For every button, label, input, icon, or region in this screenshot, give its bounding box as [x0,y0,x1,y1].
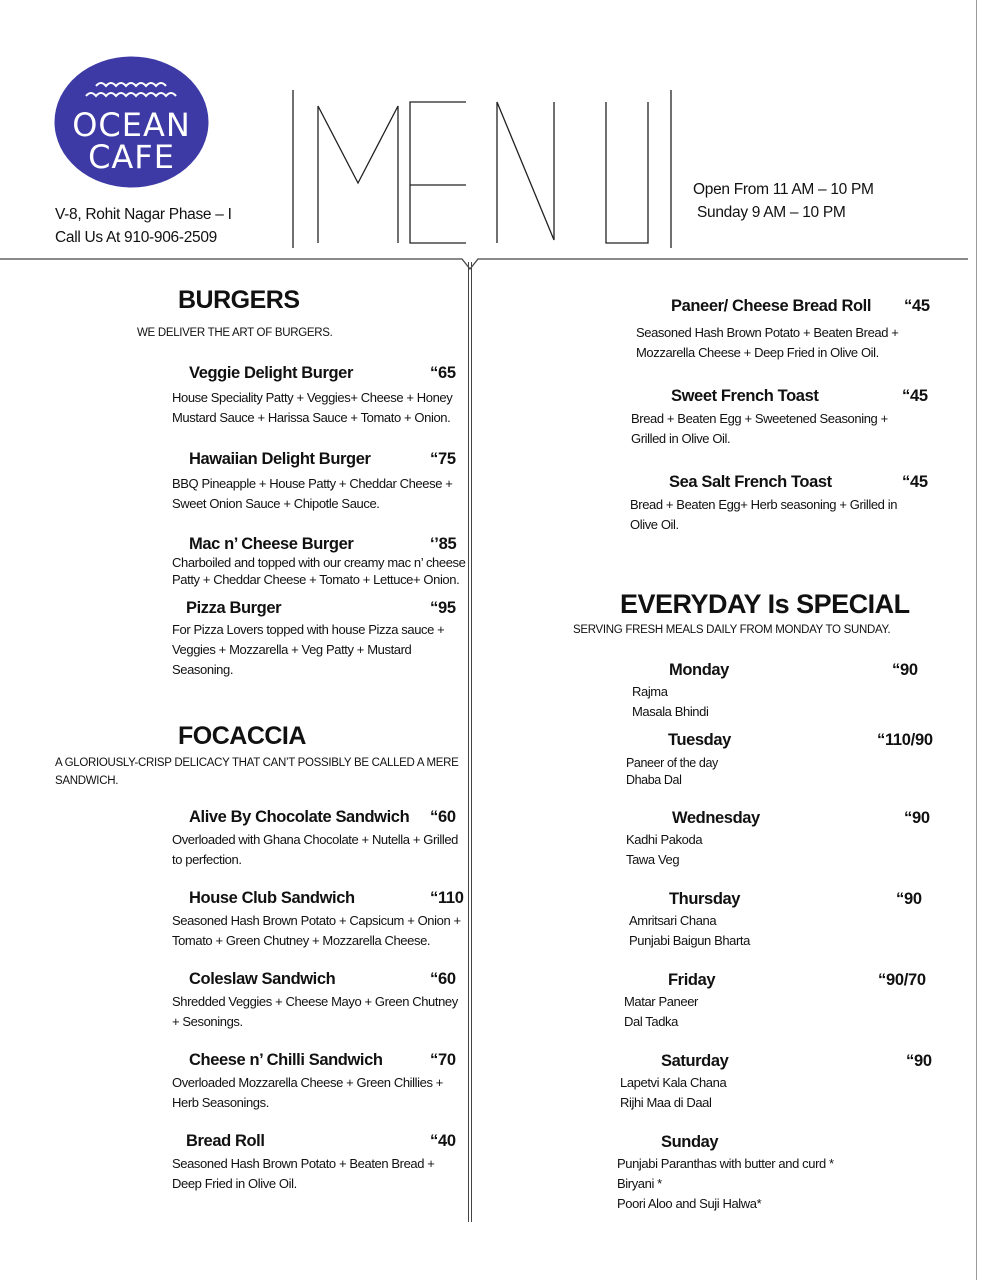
day-dishes [629,911,750,951]
item-name: Veggie Delight Burger [189,364,353,382]
special-title: EVERYDAY Is SPECIAL [620,589,910,619]
day-name: Wednesday [672,809,760,827]
day-price: “90 [906,1052,932,1070]
item-price: “40 [430,1132,456,1150]
day-price: “110/90 [877,731,933,749]
item-name: Hawaiian Delight Burger [189,450,371,468]
focaccia-title: FOCACCIA [178,722,306,750]
day-dishes [626,755,718,789]
dish: Kadhi Pakoda [626,832,703,847]
dish: Tawa Veg [626,852,680,867]
hours-weekday: Open From 11 AM – 10 PM [693,181,874,198]
item-description: Seasoned Hash Brown Potato + Capsicum + Onion + Tomato + Green Chutney + Mozzarella Cheese. [172,913,461,948]
day-dishes [626,830,702,870]
day-name: Friday [668,971,716,989]
item-price: “45 [902,473,928,491]
item-name: House Club Sandwich [189,889,355,907]
address-text: V-8, Rohit Nagar Phase – I [55,206,232,223]
item-description: Overloaded Mozzarella Cheese + Green Chillies + Herb Seasonings. [172,1075,443,1110]
dish: Matar Paneer [624,994,698,1009]
item-name: Coleslaw Sandwich [189,970,336,988]
item-name: Alive By Chocolate Sandwich [189,808,410,826]
item-price: “75 [430,450,456,468]
item-price: “60 [430,970,456,988]
day-dishes [632,682,708,722]
phone-text: Call Us At 910-906-2509 [55,229,217,246]
item-description: Bread + Beaten Egg+ Herb seasoning + Grilled in Olive Oil. [630,497,898,532]
item-description: Seasoned Hash Brown Potato + Beaten Bread + Mozzarella Cheese + Deep Fried in Olive Oil. [636,325,899,360]
item-name: Bread Roll [186,1132,265,1150]
special-subtitle: SERVING FRESH MEALS DAILY FROM MONDAY TO SUNDAY. [573,624,891,636]
day-name: Saturday [661,1052,729,1070]
burgers-subtitle: WE DELIVER THE ART OF BURGERS. [137,327,333,339]
item-price: “65 [430,364,456,382]
dish: Punjabi Paranthas with butter and curd * [617,1156,834,1171]
day-name: Tuesday [668,731,731,749]
item-price: “95 [430,599,456,617]
dish: Rijhi Maa di Daal [620,1095,712,1110]
item-price: “70 [430,1051,456,1069]
dish: Lapetvi Kala Chana [620,1075,727,1090]
item-name: Mac n’ Cheese Burger [189,535,354,553]
item-name: Cheese n’ Chilli Sandwich [189,1051,383,1069]
day-name: Thursday [669,890,741,908]
page-edge-line [976,0,977,1280]
day-dishes [617,1154,917,1214]
day-dishes [620,1073,726,1113]
item-name: Paneer/ Cheese Bread Roll [671,297,872,315]
item-description: Charboiled and topped with our creamy mac n’ cheese Patty + Cheddar Cheese + Tomato + Lettuce+ Onion. [172,555,466,587]
day-price: “90 [904,809,930,827]
contact-info [55,203,232,249]
dish: Amritsari Chana [629,913,717,928]
day-price: “90/70 [878,971,926,989]
item-price: “110 [430,889,464,907]
logo-text-cafe: CAFE [88,138,175,176]
item-description: House Speciality Patty + Veggies+ Cheese + Honey Mustard Sauce + Harissa Sauce + Tomato + Onion. [172,390,453,425]
menu-title [290,88,680,250]
dish: Punjabi Baigun Bharta [629,933,750,948]
logo-text-ocean: OCEAN [72,106,191,144]
header-divider [0,252,991,282]
dish: Biryani * [617,1176,662,1191]
dish: Rajma [632,684,668,699]
dish: Dhaba Dal [626,773,682,787]
day-name: Monday [669,661,729,679]
item-description: BBQ Pineapple + House Patty + Cheddar Cheese + Sweet Onion Sauce + Chipotle Sauce. [172,476,453,511]
item-description: Bread + Beaten Egg + Sweetened Seasoning + Grilled in Olive Oil. [631,411,888,446]
item-description: Seasoned Hash Brown Potato + Beaten Bread + Deep Fried in Olive Oil. [172,1156,435,1191]
item-price: “45 [904,297,930,315]
day-name: Sunday [661,1133,719,1151]
item-name: Pizza Burger [186,599,282,617]
dish: Dal Tadka [624,1014,678,1029]
hours-sunday: Sunday 9 AM – 10 PM [697,204,846,221]
dish: Poori Aloo and Suji Halwa* [617,1196,762,1211]
item-price: “60 [430,808,456,826]
dish: Paneer of the day [626,756,718,770]
column-divider [468,262,472,1222]
day-price: “90 [896,890,922,908]
item-price: “45 [902,387,928,405]
item-price: ‘’85 [430,535,457,553]
burgers-title: BURGERS [178,286,300,314]
item-name: Sea Salt French Toast [669,473,832,491]
item-description: For Pizza Lovers topped with house Pizza sauce + Veggies + Mozzarella + Veg Patty + Mustard Seasoning. [172,622,445,677]
ocean-cafe-logo [54,56,209,188]
item-name: Sweet French Toast [671,387,819,405]
opening-hours [693,178,874,224]
day-dishes [624,992,698,1032]
day-price: “90 [892,661,918,679]
dish: Masala Bhindi [632,704,709,719]
focaccia-subtitle: A GLORIOUSLY-CRISP DELICACY THAT CAN’T POSSIBLY BE CALLED A MERE SANDWICH. [55,757,459,787]
item-description: Overloaded with Ghana Chocolate + Nutella + Grilled to perfection. [172,832,458,867]
item-description: Shredded Veggies + Cheese Mayo + Green Chutney + Sesonings. [172,994,458,1029]
